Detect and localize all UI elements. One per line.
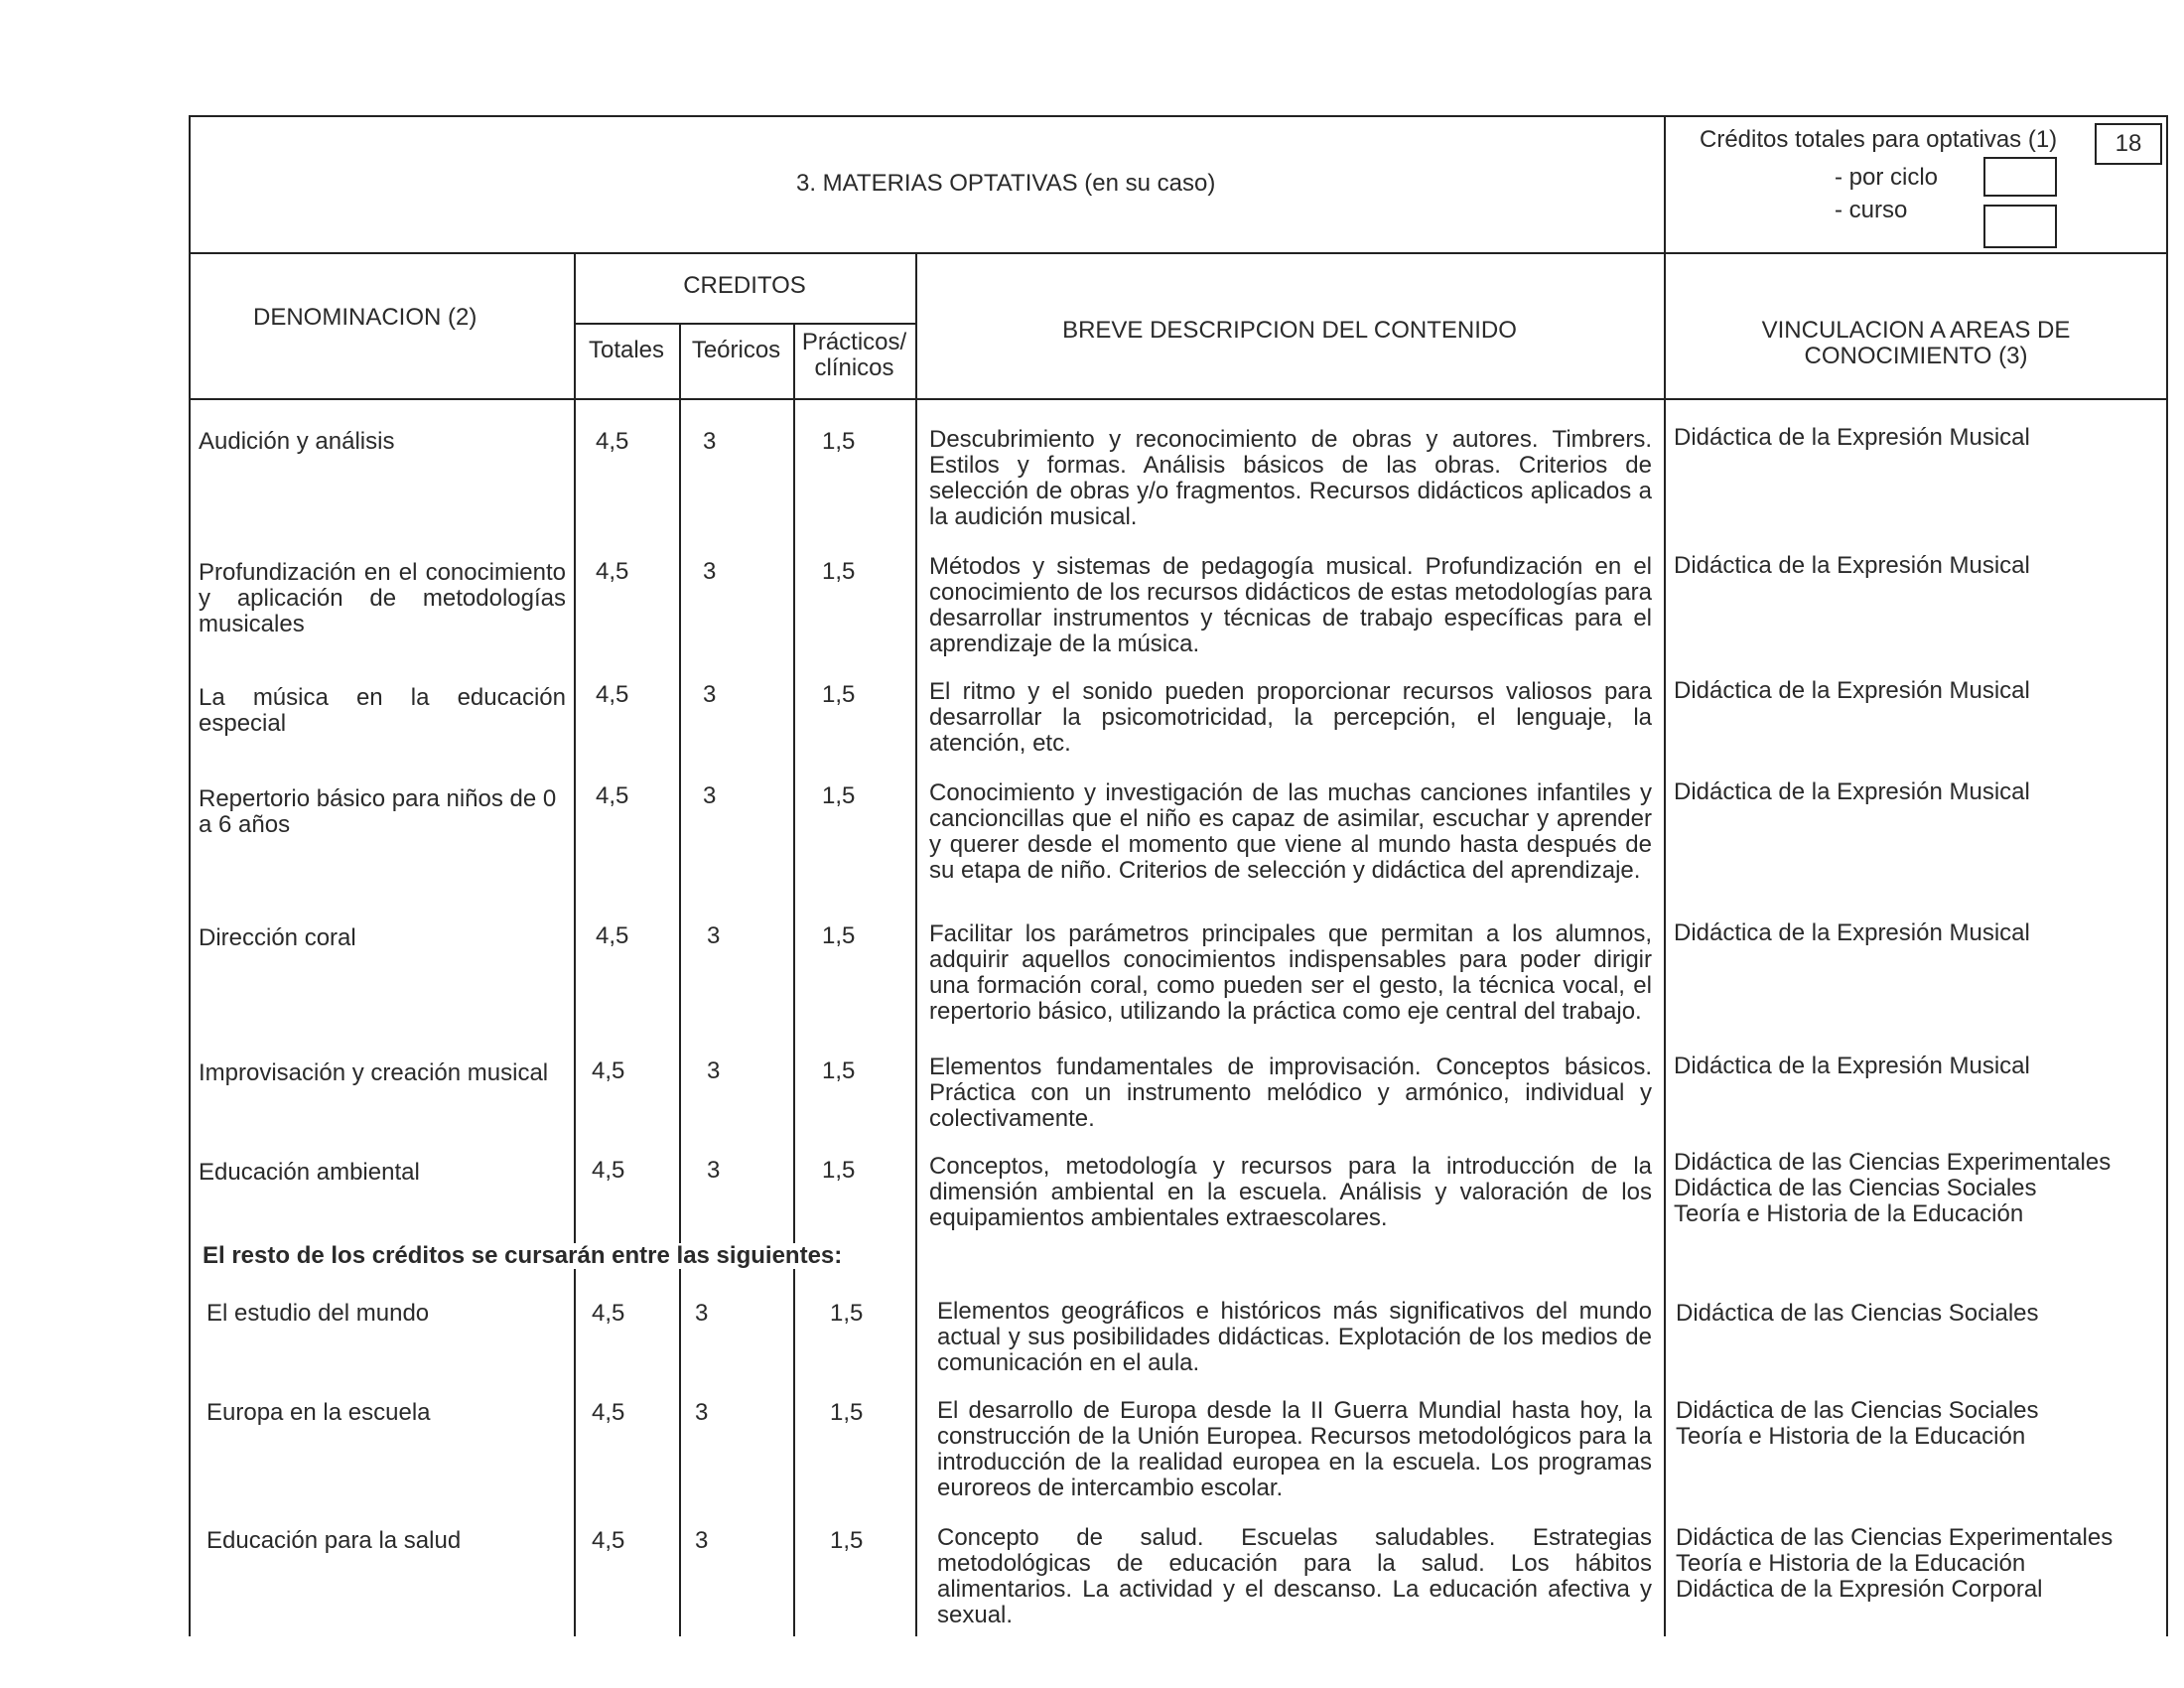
col-divider-denominacion	[574, 252, 576, 1636]
row-teoricos: 3	[707, 1157, 721, 1184]
row-teoricos: 3	[695, 1399, 709, 1426]
row-areas: Didáctica de las Ciencias Sociales Teoría e Historia de la Educación	[1676, 1397, 2039, 1450]
row-teoricos: 3	[703, 428, 717, 455]
credits-total-box	[2095, 123, 2162, 165]
row-name: Repertorio básico para niños de 0 a 6 años	[199, 785, 557, 838]
row-practicos: 1,5	[822, 1057, 856, 1084]
por-ciclo-box	[1983, 157, 2057, 197]
row-name: Profundización en el conocimiento y aplicación de metodologías musicales	[199, 559, 566, 637]
row-teoricos: 3	[707, 1057, 721, 1084]
row-description: El ritmo y el sonido pueden proporcionar recursos valiosos para desarrollar la psicomotricidad, la percepción, el lenguaje, la atención, etc.	[929, 678, 1652, 757]
row-description: Conceptos, metodología y recursos para la introducción de la dimensión ambiental en la escuela. Análisis y valoración de los equipamientos ambientales extraescolares.	[929, 1153, 1652, 1231]
row-areas: Didáctica de las Ciencias Experimentales Didáctica de las Ciencias Sociales Teoría e Historia de la Educación	[1674, 1149, 2112, 1227]
row-areas: Didáctica de la Expresión Musical	[1674, 552, 2030, 579]
row-teoricos: 3	[695, 1527, 709, 1554]
row-practicos: 1,5	[822, 428, 856, 455]
credits-total-value: 18	[2115, 130, 2142, 157]
col-header-creditos: CREDITOS	[683, 272, 806, 299]
col-divider-practicos	[915, 252, 917, 1636]
credits-total-label: Créditos totales para optativas (1)	[1700, 126, 2058, 153]
row-teoricos: 3	[703, 782, 717, 809]
row-totales: 4,5	[592, 1057, 625, 1084]
row-totales: 4,5	[592, 1300, 625, 1327]
row-totales: 4,5	[592, 1527, 625, 1554]
col-header-practicos: Prácticos/ clínicos	[801, 329, 907, 381]
row-name: La música en la educación especial	[199, 684, 566, 737]
header-bottom-border	[189, 252, 2166, 254]
col-header-vinculacion: VINCULACION A AREAS DE CONOCIMIENTO (3)	[1761, 317, 2071, 369]
row-totales: 4,5	[596, 782, 629, 809]
col-header-denominacion: DENOMINACION (2)	[253, 304, 478, 331]
row-practicos: 1,5	[830, 1399, 864, 1426]
row-totales: 4,5	[592, 1399, 625, 1426]
col-header-teoricos: Teóricos	[691, 337, 781, 363]
row-totales: 4,5	[596, 428, 629, 455]
row-description: Conocimiento y investigación de las muchas canciones infantiles y cancioncillas que el niño es capaz de asimilar, escuchar y aprender y querer desde el momento que viene al mundo hasta después de su etapa de niño. Criterios de selección y didáctica del aprendizaje.	[929, 779, 1652, 884]
row-name: Improvisación y creación musical	[199, 1059, 549, 1086]
row-practicos: 1,5	[822, 681, 856, 708]
row-description: Métodos y sistemas de pedagogía musical. Profundización en el conocimiento de los recursos didácticos de estas metodologías para desarrollar instrumentos y técnicas de trabajo específicas para el aprendizaje de la música.	[929, 553, 1652, 657]
row-name: Educación ambiental	[199, 1159, 420, 1186]
por-ciclo-label: - por ciclo	[1835, 164, 1939, 191]
col-divider-teoricos	[793, 323, 795, 1636]
separator-text: El resto de los créditos se cursarán entre las siguientes:	[203, 1243, 846, 1269]
creditos-subheader-border	[574, 323, 915, 325]
row-name: Educación para la salud	[206, 1527, 462, 1554]
column-header-bottom-border	[189, 398, 2166, 400]
row-name: Europa en la escuela	[206, 1399, 431, 1426]
row-practicos: 1,5	[830, 1300, 864, 1327]
curso-box	[1983, 205, 2057, 248]
row-practicos: 1,5	[830, 1527, 864, 1554]
row-description: Descubrimiento y reconocimiento de obras y autores. Timbrers. Estilos y formas. Análisis básicos de las obras. Criterios de selección de obras y/o fragmentos. Recursos didácticos aplicados a la audición musical.	[929, 426, 1652, 530]
row-teoricos: 3	[703, 558, 717, 585]
table-top-border	[189, 115, 2166, 117]
row-areas: Didáctica de las Ciencias Sociales	[1676, 1300, 2039, 1327]
col-divider-descripcion	[1664, 115, 1666, 1636]
section-title: 3. MATERIAS OPTATIVAS (en su caso)	[796, 170, 1216, 197]
row-areas: Didáctica de la Expresión Musical	[1674, 424, 2030, 451]
row-areas: Didáctica de las Ciencias Experimentales Teoría e Historia de la Educación Didáctica de la Expresión Corporal	[1676, 1524, 2114, 1603]
row-practicos: 1,5	[822, 782, 856, 809]
row-totales: 4,5	[592, 1157, 625, 1184]
row-practicos: 1,5	[822, 1157, 856, 1184]
row-areas: Didáctica de la Expresión Musical	[1674, 677, 2030, 704]
col-header-descripcion: BREVE DESCRIPCION DEL CONTENIDO	[1062, 317, 1517, 344]
table-left-border	[189, 115, 191, 1636]
row-description: Concepto de salud. Escuelas saludables. Estrategias metodológicas de educación para la salud. Los hábitos alimentarios. La actividad y el descanso. La educación afectiva y sexual.	[937, 1524, 1652, 1628]
row-teoricos: 3	[707, 922, 721, 949]
row-description: Elementos geográficos e históricos más significativos del mundo actual y sus posibilidades didácticas. Explotación de los medios de comunicación en el aula.	[937, 1298, 1652, 1376]
row-teoricos: 3	[703, 681, 717, 708]
curso-label: - curso	[1835, 197, 1908, 223]
row-description: Facilitar los parámetros principales que permitan a los alumnos, adquirir aquellos conocimientos indispensables para poder dirigir una formación coral, como pueden ser el gesto, la técnica vocal, el repertorio básico, utilizando la práctica como eje central del trabajo.	[929, 920, 1652, 1025]
col-divider-totales	[679, 323, 681, 1636]
row-areas: Didáctica de la Expresión Musical	[1674, 1053, 2030, 1079]
row-practicos: 1,5	[822, 922, 856, 949]
row-name: Audición y análisis	[199, 428, 395, 455]
row-totales: 4,5	[596, 681, 629, 708]
row-areas: Didáctica de la Expresión Musical	[1674, 919, 2030, 946]
row-totales: 4,5	[596, 922, 629, 949]
row-name: Dirección coral	[199, 924, 356, 951]
row-description: El desarrollo de Europa desde la II Guerra Mundial hasta hoy, la construcción de la Unión Europea. Recursos metodológicos para la introducción de la realidad europea en la escuela. Los programas euroreos de intercambio escolar.	[937, 1397, 1652, 1501]
row-practicos: 1,5	[822, 558, 856, 585]
row-teoricos: 3	[695, 1300, 709, 1327]
row-name: El estudio del mundo	[206, 1300, 430, 1327]
col-header-totales: Totales	[588, 337, 665, 363]
table-right-border	[2166, 115, 2168, 1636]
row-totales: 4,5	[596, 558, 629, 585]
row-description: Elementos fundamentales de improvisación. Conceptos básicos. Práctica con un instrumento melódico y armónico, individual y colectivamente.	[929, 1054, 1652, 1132]
row-areas: Didáctica de la Expresión Musical	[1674, 778, 2030, 805]
